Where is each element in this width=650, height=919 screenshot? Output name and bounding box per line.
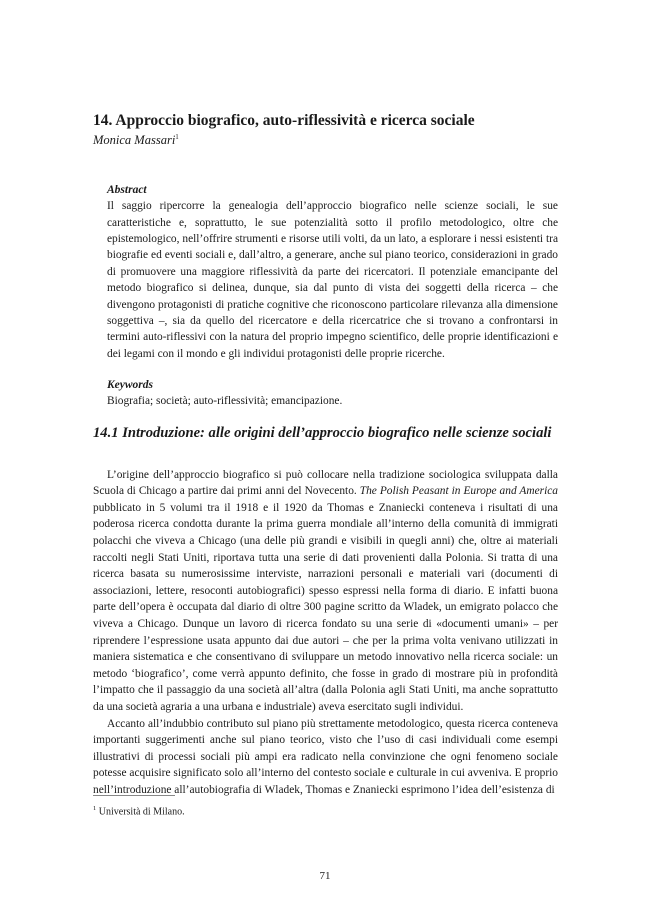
abstract-text: Il saggio ripercorre la genealogia dell’approccio biografico nelle scienze sociali, le sue caratteristiche e, soprattutto, le sue potenzialità sotto il profilo metodologico, oltre che epistemologico, nell’offrire strumenti e risorse utili volti, da un lato, a esplorare i nessi esistenti tra biografie ed eventi sociali e, dall’altro, a generare, anche sul piano teorico, considerazioni in grado di promuovere una maggiore riflessività da parte dei ricercatori. Il potenziale emancipante del metodo biografico si delinea, dunque, sia dal punto di vista dei soggetti della ricerca – che divengono protagonisti di pratiche cognitive che riconoscono particolare rilevanza alla dimensione soggettiva –, sia da quello del ricercatore e della ricercatrice che si trovano a confrontarsi in termini auto-riflessivi con la natura del proprio impegno scientifico, delle proprie identificazioni e dei legami con il mondo e gli individui protagonisti delle proprie ricerche. bbox=[107, 200, 558, 360]
section-title: 14.1 Introduzione: alle origini dell’approccio biografico nelle scienze sociali bbox=[93, 424, 552, 441]
footnote bbox=[93, 802, 185, 818]
paragraph-1 bbox=[93, 467, 558, 716]
page-content bbox=[93, 112, 558, 799]
section-body bbox=[93, 467, 558, 799]
keywords-text: Biografia; società; auto-riflessività; emancipazione. bbox=[107, 395, 343, 408]
abstract-block bbox=[93, 182, 558, 409]
author-footnote-mark[interactable]: 1 bbox=[175, 133, 179, 141]
book-title: The Polish Peasant in Europe and America bbox=[359, 485, 559, 498]
footnote-text: Università di Milano. bbox=[98, 806, 185, 818]
footnote-mark: 1 bbox=[93, 805, 97, 812]
author-line bbox=[93, 130, 558, 148]
abstract-heading: Abstract bbox=[107, 184, 147, 197]
paragraph-1-part-b: pubblicato in 5 volumi tra il 1918 e il 1920 da Thomas e Znaniecki conteneva i risultati di una poderosa ricerca condotta durante la prima guerra mondiale all’interno della comunità di immigrati polacchi che viveva a Chicago (una delle più grandi e visibili in quegli anni) che, oltre ai materiali raccolti negli Stati Uniti, riportava tutta una serie di dati provenienti dalla Polonia. Si tratta di una ricerca basata su numerosissime interviste, narrazioni personali e materiali vari (documenti di associazioni, lettere, resoconti autobiografici) spesso espressi nella forma di diario. E infatti buona parte dell’opera è occupata dal diario di oltre 300 pagine scritto da Wladek, un emigrato polacco che viveva a Chicago. Dunque un lavoro di ricerca fondato su una serie di «documenti umani» – per riprendere l’espressione usata appunto dai due autori – che per la prima volta venivano utilizzati in maniera sistematica e che consentivano di sviluppare un metodo innovativo nella ricerca sociale: un metodo ‘biografico’, come verrà appunto definito, che fosse in grado di mostrare più in profondità l’impatto che il passaggio da una società all’altra (dalla Polonia agli Stati Uniti, ma anche soprattutto da una società agraria a una urbana e industriale) aveva esercitato sugli individui. bbox=[93, 501, 558, 713]
paragraph-2: Accanto all’indubbio contributo sul piano più strettamente metodologico, questa ricerca conteneva importanti suggerimenti anche sul piano teorico, visto che l’uso di casi individuali come esempi illustrativi di processi sociali più ampi era radicato nella convinzione che ogni fenomeno sociale potesse acquisire significato solo all’interno del contesto sociale e culturale in cui avveniva. E proprio nell’introduzione all’autobiografia di Wladek, Thomas e Znaniecki esprimono l’idea dell’esistenza di bbox=[93, 717, 558, 796]
paragraph-1-part-a: L’origine dell’approccio biografico si può collocare nella tradizione sociologica sviluppata dalla Scuola di Chicago a partire dai primi anni del Novecento. bbox=[93, 468, 558, 498]
keywords-heading: Keywords bbox=[107, 379, 153, 392]
chapter-title: 14. Approccio biografico, auto-riflessività e ricerca sociale bbox=[93, 112, 475, 129]
author-name: Monica Massari bbox=[93, 133, 176, 148]
footnote-divider bbox=[93, 795, 175, 796]
page-number: 71 bbox=[319, 870, 331, 882]
